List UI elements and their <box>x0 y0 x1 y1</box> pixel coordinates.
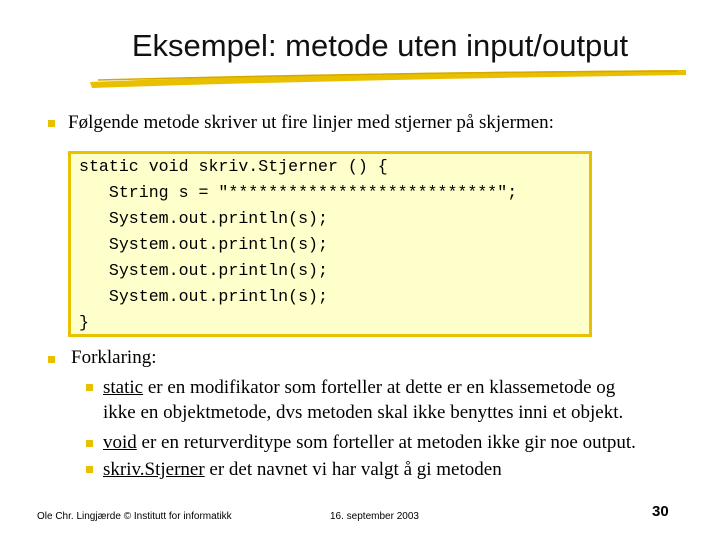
bullet-marker <box>48 120 55 127</box>
code-line: static void skriv.Stjerner () { <box>79 157 388 176</box>
sub-bullet-static <box>103 377 615 399</box>
sub-bullet-text: er en returverditype som forteller at metoden ikke gir noe output. <box>136 432 636 453</box>
code-line: System.out.println(s); <box>79 287 328 306</box>
sub-bullet-name <box>103 459 502 481</box>
sub-bullet-text: er det navnet vi har valgt å gi metoden <box>204 459 502 480</box>
code-line: } <box>79 313 89 332</box>
code-box <box>68 151 592 337</box>
footer-date: 16. september 2003 <box>330 511 419 522</box>
term-void: void <box>103 432 137 453</box>
code-line: System.out.println(s); <box>79 209 328 228</box>
page-number: 30 <box>652 503 669 520</box>
code-block <box>71 154 517 336</box>
code-line: String s = "***************************"; <box>79 183 518 202</box>
intro-text: Følgende metode skriver ut fire linjer med stjerner på skjermen: <box>68 112 554 133</box>
title-underline-brush <box>88 68 688 90</box>
footer-author: Ole Chr. Lingjærde © Institutt for informatikk <box>37 511 232 522</box>
term-static: static <box>103 377 144 398</box>
sub-bullet-marker <box>86 440 93 447</box>
sub-bullet-void <box>103 432 636 454</box>
sub-bullet-text: er en modifikator som forteller at dette er en klassemetode og <box>143 377 616 398</box>
explanation-heading: Forklaring: <box>71 347 157 368</box>
term-skriv-stjerner: skriv.Stjerner <box>103 459 205 480</box>
sub-bullet-marker <box>86 384 93 391</box>
code-line: System.out.println(s); <box>79 235 328 254</box>
sub-bullet-marker <box>86 466 93 473</box>
sub-bullet-continuation: ikke en objektmetode, dvs metoden skal ikke benyttes inni et objekt. <box>103 402 624 423</box>
bullet-marker <box>48 356 55 363</box>
code-line: System.out.println(s); <box>79 261 328 280</box>
slide-title: Eksempel: metode uten input/output <box>131 28 629 63</box>
